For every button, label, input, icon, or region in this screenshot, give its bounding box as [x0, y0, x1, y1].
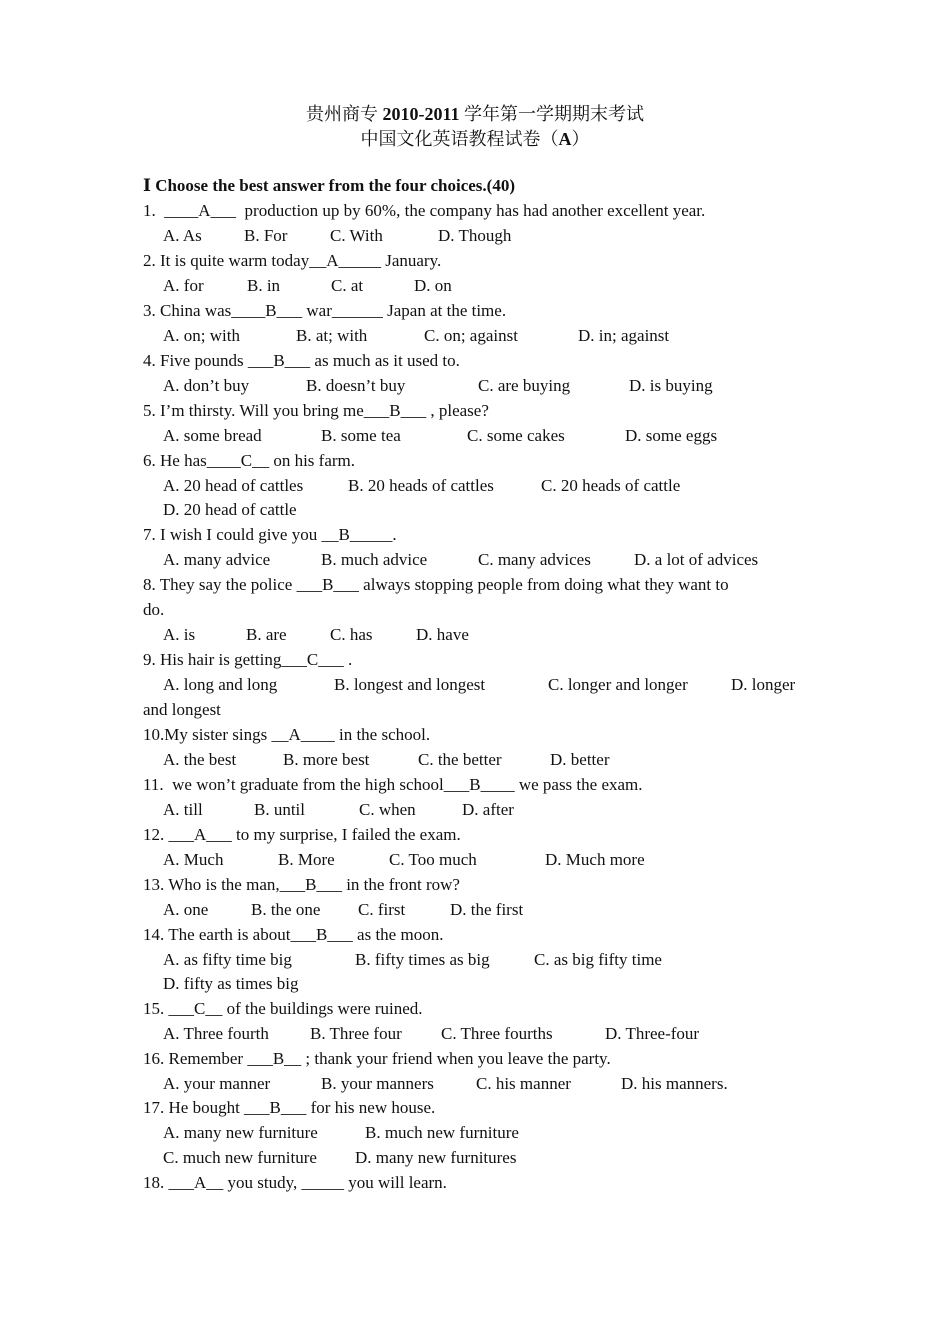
option-a: A. one	[163, 900, 209, 919]
option-b: B. Three four	[310, 1024, 402, 1043]
option-c: C. are buying	[478, 376, 571, 395]
option-b: B. in	[247, 276, 281, 295]
option-b: B. more best	[283, 750, 370, 769]
option-c: C. first	[358, 900, 406, 919]
option-d-continued: and longest	[143, 700, 221, 719]
question-stem: 8. They say the police ___B___ always stopping people from doing what they want to	[143, 575, 729, 594]
option-b: B. are	[246, 625, 287, 644]
option-a: A. on; with	[163, 326, 240, 345]
option-c: C. the better	[418, 750, 502, 769]
question-stem: 15. ___C__ of the buildings were ruined.	[143, 999, 423, 1018]
question-stem: 18. ___A__ you study, _____ you will learn.	[143, 1173, 447, 1192]
question-stem: 10.My sister sings __A____ in the school.	[143, 725, 431, 744]
option-d: D. many new furnitures	[355, 1148, 517, 1167]
option-c: C. his manner	[476, 1074, 571, 1093]
option-d: D. some eggs	[625, 426, 718, 445]
question-stem: 13. Who is the man,___B___ in the front row?	[143, 875, 460, 894]
option-a: A. is	[163, 625, 196, 644]
question-stem: 16. Remember ___B__ ; thank your friend when you leave the party.	[143, 1049, 611, 1068]
option-a: A. many advice	[163, 550, 271, 569]
option-a: A. as fifty time big	[163, 950, 292, 969]
option-d: D. after	[462, 800, 514, 819]
option-d: D. longer	[731, 675, 796, 694]
option-b: B. until	[254, 800, 306, 819]
option-d: D. better	[550, 750, 610, 769]
question-stem: 2. It is quite warm today__A_____ January.	[143, 251, 442, 270]
option-c: C. at	[331, 276, 364, 295]
option-a: A. some bread	[163, 426, 262, 445]
option-b: B. your manners	[321, 1074, 434, 1093]
exam-title-line1: 贵州商专 2010-2011 学年第一学期期末考试	[305, 104, 644, 124]
question-stem: 1. ____A___ production up by 60%, the company has had another excellent year.	[143, 201, 706, 220]
option-c: C. Three fourths	[441, 1024, 553, 1043]
option-d: D. fifty as times big	[163, 974, 299, 993]
option-d: D. Much more	[545, 850, 645, 869]
option-c: C. Too much	[389, 850, 477, 869]
option-a: A. your manner	[163, 1074, 271, 1093]
option-b: B. doesn’t buy	[306, 376, 406, 395]
option-a: A. the best	[163, 750, 237, 769]
question-stem: 3. China was____B___ war______ Japan at the time.	[143, 301, 507, 320]
option-c: C. much new furniture	[163, 1148, 317, 1167]
option-a: A. till	[163, 800, 203, 819]
question-stem: 14. The earth is about___B___ as the moon.	[143, 925, 444, 944]
option-b: B. the one	[251, 900, 321, 919]
option-d: D. Three-four	[605, 1024, 700, 1043]
option-b: B. at; with	[296, 326, 368, 345]
option-a: A. Much	[163, 850, 224, 869]
option-c: C. on; against	[424, 326, 518, 345]
option-b: B. much new furniture	[365, 1123, 519, 1142]
option-d: D. the first	[450, 900, 524, 919]
question-stem: 9. His hair is getting___C___ .	[143, 650, 353, 669]
section-heading: Ⅰ Choose the best answer from the four choices.(40)	[143, 176, 515, 195]
option-d: D. is buying	[629, 376, 713, 395]
option-c: C. when	[359, 800, 416, 819]
option-b: B. some tea	[321, 426, 401, 445]
option-d: D. have	[416, 625, 469, 644]
question-stem: 7. I wish I could give you __B_____.	[143, 525, 397, 544]
option-b: B. For	[244, 226, 288, 245]
option-c: C. 20 heads of cattle	[541, 476, 681, 495]
option-b: B. much advice	[321, 550, 428, 569]
option-c: C. longer and longer	[548, 675, 688, 694]
option-a: A. 20 head of cattles	[163, 476, 304, 495]
option-d: D. Though	[438, 226, 512, 245]
option-c: C. With	[330, 226, 383, 245]
option-b: B. longest and longest	[334, 675, 486, 694]
option-c: C. has	[330, 625, 373, 644]
option-a: A. many new furniture	[163, 1123, 318, 1142]
option-a: A. As	[163, 226, 202, 245]
question-stem: 6. He has____C__ on his farm.	[143, 451, 356, 470]
option-a: A. long and long	[163, 675, 278, 694]
question-stem: 11. we won’t graduate from the high school___B____ we pass the exam.	[143, 775, 643, 794]
option-a: A. for	[163, 276, 204, 295]
question-stem: 5. I’m thirsty. Will you bring me___B___ , please?	[143, 401, 489, 420]
option-a: A. Three fourth	[163, 1024, 269, 1043]
option-b: B. fifty times as big	[355, 950, 490, 969]
option-a: A. don’t buy	[163, 376, 250, 395]
question-stem: 4. Five pounds ___B___ as much as it used to.	[143, 351, 460, 370]
option-d: D. his manners.	[621, 1074, 728, 1093]
option-d: D. 20 head of cattle	[163, 500, 297, 519]
exam-title-line2: 中国文化英语教程试卷（A）	[360, 129, 590, 149]
option-b: B. 20 heads of cattles	[348, 476, 494, 495]
option-c: C. some cakes	[467, 426, 565, 445]
option-c: C. as big fifty time	[534, 950, 662, 969]
question-stem: 12. ___A___ to my surprise, I failed the exam.	[143, 825, 461, 844]
option-c: C. many advices	[478, 550, 591, 569]
option-d: D. a lot of advices	[634, 550, 759, 569]
option-d: D. on	[414, 276, 452, 295]
question-stem-continued: do.	[143, 600, 165, 619]
option-d: D. in; against	[578, 326, 670, 345]
question-stem: 17. He bought ___B___ for his new house.	[143, 1098, 436, 1117]
option-b: B. More	[278, 850, 335, 869]
